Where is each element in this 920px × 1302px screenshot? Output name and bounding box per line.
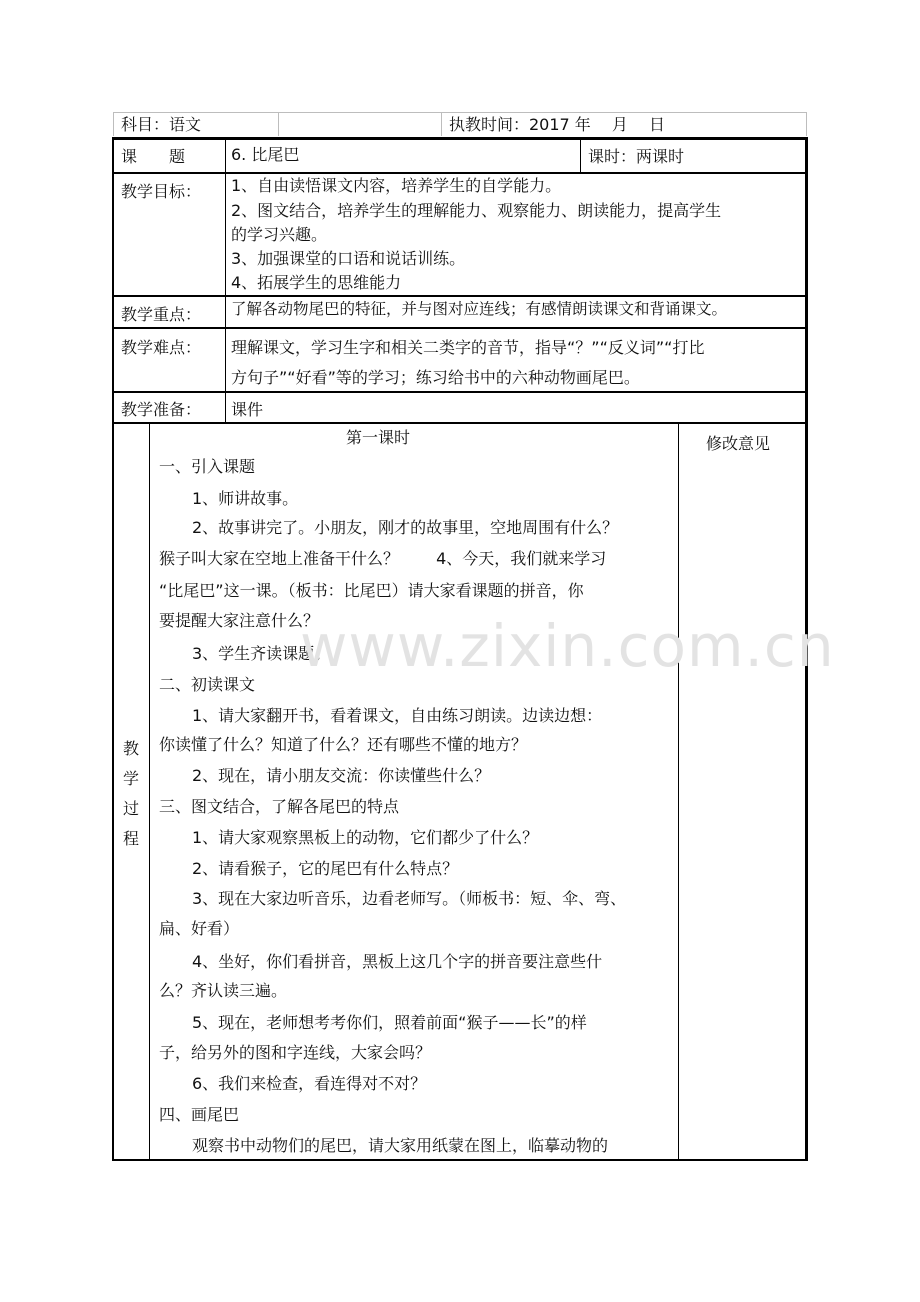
goal-line: 3、加强课堂的口语和说话训练。 (231, 249, 466, 268)
process-line: 1、师讲故事。 (192, 489, 299, 508)
process-line: 2、故事讲完了。小朋友，刚才的故事里，空地周围有什么？ (192, 518, 619, 537)
process-line: 4、坐好，你们看拼音，黑板上这几个字的拼音要注意些什 (192, 952, 603, 971)
side-char: 教 (123, 739, 140, 758)
preparation-text: 课件 (231, 400, 264, 419)
process-line: 2、现在，请小朋友交流：你读懂些什么？ (192, 766, 491, 785)
key-points-text: 了解各动物尾巴的特征，并与图对应连线；有感情朗读课文和背诵课文。 (231, 300, 728, 318)
difficulty-line: 方句子”“好看”等的学习；练习给书中的六种动物画尾巴。 (231, 368, 640, 387)
process-line: 二、初读课文 (159, 675, 256, 694)
revision-label: 修改意见 (706, 434, 771, 453)
process-line: 要提醒大家注意什么？ (159, 611, 320, 630)
watermark-text: www.zixin.com.cn (300, 612, 835, 680)
process-line: “比尾巴”这一课。（板书：比尾巴）请大家看课题的拼音，你 (159, 581, 584, 600)
process-line: 5、现在，老师想考考你们，照着前面“猴子——长”的样 (192, 1013, 587, 1032)
process-line: 3、学生齐读课题。 (192, 644, 331, 663)
goal-line: 1、自由读悟课文内容，培养学生的自学能力。 (231, 176, 562, 195)
difficulties-label: 教学难点： (121, 338, 202, 357)
process-line: 3、现在大家边听音乐，边看老师写。（师板书：短、伞、弯、 (192, 889, 627, 908)
process-line: 扁、好看） (159, 919, 240, 938)
teach-time: 执教时间：2017 年 月 日 (449, 115, 665, 134)
process-line: 2、请看猴子，它的尾巴有什么特点？ (192, 859, 459, 878)
subject-label: 科目：语文 (121, 115, 202, 134)
side-char: 程 (123, 829, 140, 848)
lesson-title: 6. 比尾巴 (231, 145, 300, 164)
goals-label: 教学目标： (121, 182, 202, 201)
process-line: 6、我们来检查，看连得对不对？ (192, 1074, 427, 1093)
period-title: 第一课时 (346, 428, 411, 447)
process-line: 猴子叫大家在空地上准备干什么？ 4、今天，我们就来学习 (159, 549, 607, 568)
process-line: 你读懂了什么？知道了什么？还有哪些不懂的地方？ (159, 735, 528, 754)
process-line: 1、请大家观察黑板上的动物，它们都少了什么？ (192, 828, 539, 847)
difficulty-line: 理解课文，学习生字和相关二类字的音节，指导“？”“反义词”“打比 (231, 338, 705, 357)
process-line: 子，给另外的图和字连线，大家会吗？ (159, 1043, 432, 1062)
side-char: 学 (123, 769, 140, 788)
process-line: 一、引入课题 (159, 457, 256, 476)
period-count: 课时：两课时 (588, 147, 685, 166)
process-line: 观察书中动物们的尾巴，请大家用纸蒙在图上，临摹动物的 (192, 1136, 609, 1155)
process-line: 么？齐认读三遍。 (159, 981, 288, 1000)
key-points-label: 教学重点： (121, 305, 202, 324)
process-line: 三、图文结合，了解各尾巴的特点 (159, 797, 400, 816)
goal-line: 2、图文结合，培养学生的理解能力、观察能力、朗读能力，提高学生 (231, 201, 722, 220)
goal-line: 的学习兴趣。 (231, 225, 328, 244)
process-line: 1、请大家翻开书，看着课文，自由练习朗读。边读边想： (192, 706, 603, 725)
process-line: 四、画尾巴 (159, 1105, 240, 1124)
side-char: 过 (123, 799, 140, 818)
preparation-label: 教学准备： (121, 400, 202, 419)
goal-line: 4、拓展学生的思维能力 (231, 273, 402, 292)
title-label: 课 题 (121, 147, 186, 166)
